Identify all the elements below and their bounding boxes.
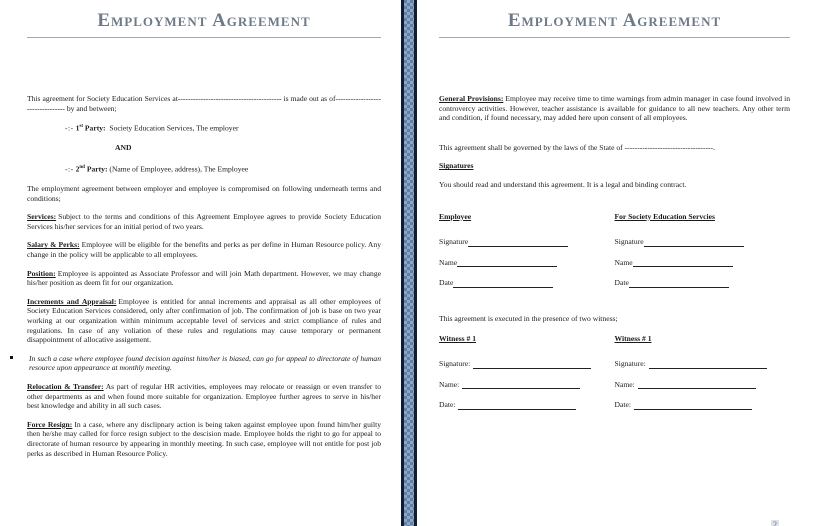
page-2 bbox=[417, 0, 823, 526]
witness-2-column bbox=[615, 334, 791, 421]
section-text: Subject to the terms and conditions of this Agreement Employee agrees to provide Society Education Services his/her services for an initial period of two years. bbox=[27, 212, 381, 231]
signature-row bbox=[439, 359, 615, 369]
ordinal-suffix: st bbox=[79, 124, 83, 130]
signature-label: Signature: bbox=[614, 359, 646, 369]
section-services bbox=[27, 212, 381, 231]
page-number: 2 bbox=[771, 520, 779, 526]
signature-line bbox=[473, 361, 591, 369]
section-salary-perks bbox=[27, 240, 381, 259]
party-2-line bbox=[65, 163, 381, 174]
signature-line bbox=[453, 280, 553, 288]
signature-line bbox=[638, 381, 756, 389]
name-label: Name: bbox=[614, 379, 635, 389]
date-label: Date: bbox=[439, 400, 456, 410]
name-label: Name bbox=[439, 257, 458, 267]
section-heading: Services: bbox=[27, 212, 57, 222]
witness-column-header: Witness # 1 bbox=[614, 333, 652, 343]
party-number: 1 bbox=[75, 123, 80, 133]
section-general-provisions bbox=[439, 94, 790, 123]
name-row bbox=[439, 258, 615, 268]
witness-column-header: Witness # 1 bbox=[439, 333, 476, 343]
section-heading: General Provisions: bbox=[439, 94, 504, 103]
name-label: Name: bbox=[439, 379, 460, 389]
signature-row bbox=[615, 359, 791, 369]
section-increments-appraisal bbox=[27, 297, 381, 345]
signature-line bbox=[458, 402, 576, 410]
signature-label: Signature bbox=[614, 237, 644, 247]
intro-paragraph: This agreement for Society Education Services at----------------------------------------- is made out as of--------------------------------- by and between; bbox=[27, 94, 381, 113]
name-label: Name bbox=[614, 257, 633, 267]
date-label: Date: bbox=[614, 400, 631, 410]
date-row bbox=[615, 278, 791, 288]
date-row bbox=[439, 278, 615, 288]
section-text: Employee will be eligible for the benefits and perks as per define in Human Resource policy. Any change in the policy will be applicable to all employees. bbox=[27, 240, 381, 259]
employee-signature-column bbox=[439, 212, 615, 299]
page-title: Employment Agreement bbox=[507, 10, 722, 31]
party-text: (Name of Employee, address), The Employee bbox=[109, 164, 249, 174]
governing-law-line: This agreement shall be governed by the laws of the State of -----------------------------------. bbox=[439, 142, 715, 152]
party-text: Society Education Services, The employer bbox=[109, 123, 239, 133]
section-heading: Relocation & Transfer: bbox=[27, 381, 104, 391]
company-signature-column bbox=[615, 212, 791, 299]
signature-line bbox=[468, 239, 568, 247]
signature-label: Signature: bbox=[439, 359, 471, 369]
witness-1-column bbox=[439, 334, 615, 421]
section-text: In a case, where any disclipnary action is being taken against employee upon found him/her guilty then he/she may called for force resign subject to the descision made. Employee holds the right to go for appeal to directorate of human resource by appearing in monthly meeting. In such case, employee will not entitle for post job perks as described in Human Resource Policy. bbox=[27, 419, 381, 458]
page-1 bbox=[0, 0, 401, 526]
signature-line bbox=[457, 259, 557, 267]
signature-line bbox=[633, 259, 733, 267]
title-rule bbox=[27, 37, 381, 38]
party-marker: -:- bbox=[65, 123, 74, 133]
witness-intro-line: This agreement is executed in the presence of two witness; bbox=[439, 313, 618, 323]
signature-label: Signature bbox=[439, 237, 469, 247]
read-note: You should read and understand this agreement. It is a legal and binding contract. bbox=[439, 179, 687, 189]
page-title: Employment Agreement bbox=[97, 10, 311, 31]
employee-column-header: Employee bbox=[439, 211, 472, 221]
party-number: 2 bbox=[75, 164, 80, 174]
section-force-resign bbox=[27, 420, 381, 458]
section-text: Employee is appointed as Associate Professor and will join Math department. However, we may change his/her position as deem fit for our organization. bbox=[27, 268, 381, 288]
name-row bbox=[615, 380, 791, 390]
witness-columns bbox=[439, 334, 790, 421]
section-heading: Increments and Appraisal: bbox=[27, 296, 117, 306]
party-label: Party: bbox=[86, 164, 108, 174]
appeal-bullet-note bbox=[29, 354, 381, 373]
signature-row bbox=[439, 237, 615, 247]
signature-line bbox=[644, 239, 744, 247]
section-heading: Force Resign: bbox=[27, 419, 73, 429]
preamble-paragraph: The employment agreement between employer and employee is compromised on following underneath terms and conditions; bbox=[27, 184, 381, 203]
date-label: Date bbox=[614, 278, 629, 288]
section-heading: Position: bbox=[27, 268, 56, 278]
date-label: Date bbox=[439, 278, 454, 288]
signatures-heading: Signatures bbox=[439, 161, 474, 171]
ordinal-suffix: nd bbox=[79, 164, 85, 170]
signature-row bbox=[615, 237, 791, 247]
signature-line bbox=[649, 361, 767, 369]
title-rule bbox=[439, 37, 790, 38]
signature-line bbox=[462, 381, 580, 389]
signature-line bbox=[629, 280, 729, 288]
name-row bbox=[615, 258, 791, 268]
section-heading: Salary & Perks: bbox=[27, 240, 80, 250]
section-text: Employee is entitled for annal increments and appraisal as all other employees of Society Education Services considered, only after confirmation of job. The confirmation of job is base on two year working at our organization within minimum acceptable level of services and strict compliance of rules and regulations. In case of any voliation of these rules and regulations may cause temporary or permanent disappointment of allocative assigement. bbox=[27, 296, 381, 345]
date-row bbox=[615, 400, 791, 410]
bullet-text: In such a case where employee found decision against him/her is biased, can go for appeal to directorate of human resource upon appearance at monthly meeting. bbox=[29, 353, 381, 373]
signature-columns bbox=[439, 212, 790, 299]
party-label: Party: bbox=[84, 123, 106, 133]
party-marker: -:- bbox=[65, 164, 74, 174]
bullet-icon bbox=[10, 356, 13, 359]
and-label: AND bbox=[115, 143, 132, 153]
section-text: As part of regular HR activities, employees may relocate or reassign or even transfer to other departments as and when found more suitable for organization. Employee further agrees to serve in his/her best knowledge and ability in all such cases. bbox=[27, 381, 381, 411]
party-1-line bbox=[65, 122, 381, 133]
section-text: Employee may receive time to time warnings from admin manager in case found involved in controvercy activities. However, teacher assistance is available for guidance to all new teachers. Any other term and condition, if found necessary, may added here upon consent of all employees. bbox=[439, 94, 790, 123]
section-position bbox=[27, 269, 381, 288]
name-row bbox=[439, 380, 615, 390]
company-column-header: For Society Education Servcies bbox=[614, 211, 715, 221]
page-divider bbox=[401, 0, 417, 526]
signature-line bbox=[634, 402, 752, 410]
date-row bbox=[439, 400, 615, 410]
section-relocation-transfer bbox=[27, 382, 381, 411]
